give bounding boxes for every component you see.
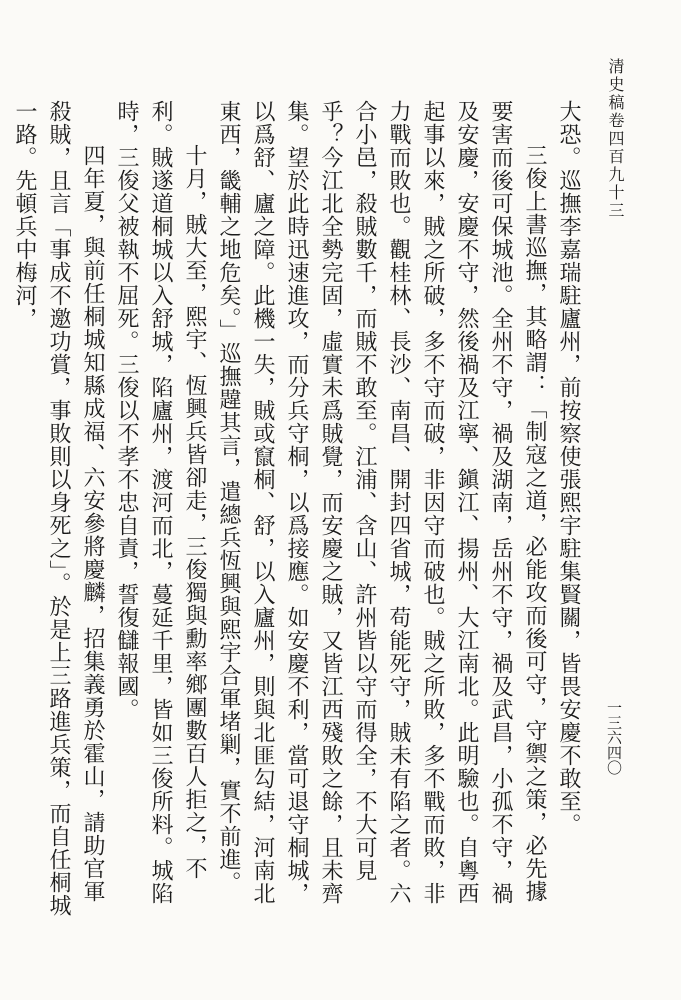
main-text xyxy=(12,100,585,920)
paragraph: 四年夏，與前任桐城知縣成福、六安參將慶麟，招集義勇於霍山，請助官軍殺賊，且言「事成不邀功賞，事敗則以身死之」。於是上三路進兵策，而自任桐城一路。先頓兵中梅河， xyxy=(12,100,105,917)
paragraph: 十月，賊大至，熙宇、恆興兵皆卻走，三俊獨與勳率鄉團數百人拒之，不利。賊遂道桐城以入舒城，陷廬州，渡河而北，蔓延千里，皆如三俊所料。城陷時，三俊父被執不屈死。三俊以不孝不忠自責，誓復讎報國。 xyxy=(114,100,207,905)
book-title: 清史稿卷四百九十三 xyxy=(606,58,625,220)
running-header xyxy=(607,58,623,220)
paragraph: 三俊上書巡撫，其略謂：「制寇之道，必能攻而後可守，守禦之策，必先據要害而後可保城池。全州不守，禍及湖南，岳州不守，禍及武昌，小孤不守，禍及安慶，安慶不守，然後禍及江寧、鎭江、揚州、大江南北。此明驗也。自粵西起事以來，賊之所破，多不守而破，非因守而破也。賊之所敗，多不戰而敗，非力戰而敗也。觀桂林、長沙、南昌、開封四省城，苟能死守，賊未有陷之者。六合小邑，殺賊數千，而賊不敢至。江浦、含山、許州皆以守而得全，不大可見乎？今江北全勢完固，虛實未爲賊覺，而安慶之賊，又皆江西殘敗之餘，且未齊集。望於此時迅速進攻，而分兵守桐，以爲接應。如安慶不利，當可退守桐城，以爲舒、廬之障。此機一失，賊或竄桐、舒，以入廬州，則與北匪勾結，河南北東西，畿輔之地危矣。」巡撫韙其言，遣總兵恆興與熙宇合軍堵剿，實不前進。 xyxy=(216,100,547,905)
paragraph: 大恐。巡撫李嘉瑞駐廬州，前按察使張熙宇駐集賢關，皆畏安慶不敢至。 xyxy=(556,100,581,836)
page-number: 一三六四〇 xyxy=(605,700,623,775)
